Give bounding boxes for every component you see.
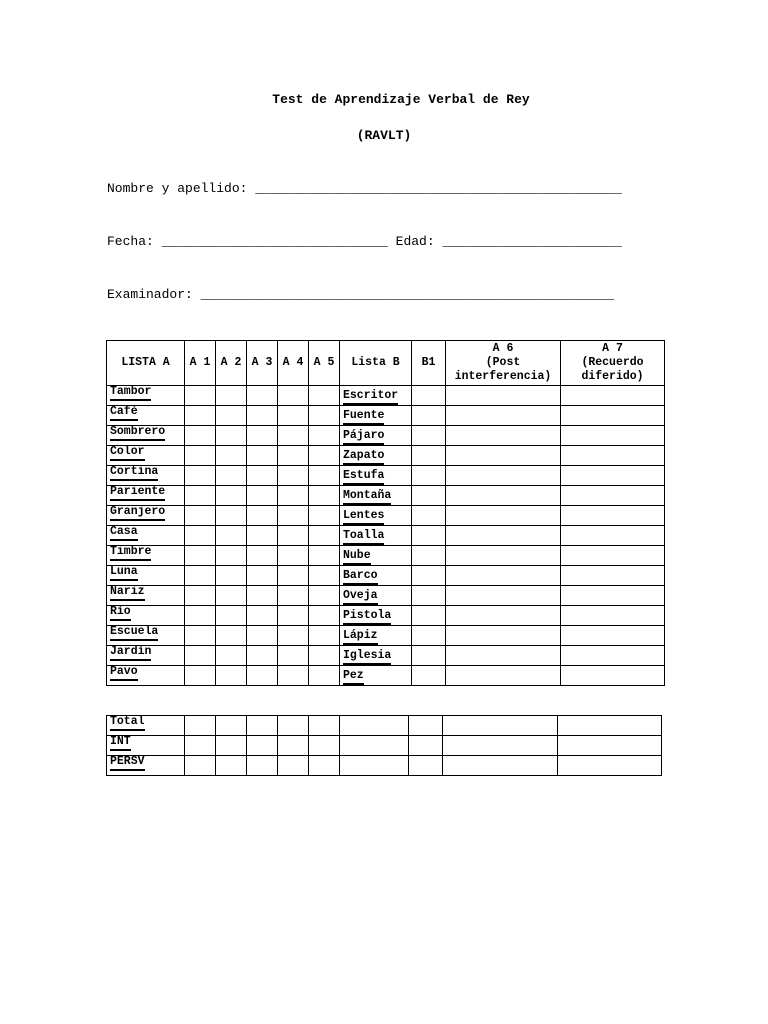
trial-a7-cell[interactable] <box>561 506 665 526</box>
trial-a6-cell[interactable] <box>446 626 561 646</box>
trial-a3-cell[interactable] <box>247 666 278 686</box>
table-row <box>107 526 665 546</box>
lista-b-word-text: Nube <box>343 550 371 565</box>
lista-a-word <box>107 386 185 406</box>
totals-label-text: INT <box>110 736 131 751</box>
trial-a6-cell[interactable] <box>446 466 561 486</box>
trial-a6-cell[interactable] <box>446 426 561 446</box>
trial-a3-cell[interactable] <box>247 466 278 486</box>
totals-label-text: Total <box>110 716 145 731</box>
totals-label <box>107 716 185 736</box>
trial-b1-cell[interactable] <box>412 606 446 626</box>
trial-a4-cell[interactable] <box>278 426 309 446</box>
totals-cell[interactable] <box>443 736 558 756</box>
trial-a1-cell[interactable] <box>185 506 216 526</box>
lista-b-word-text: Lentes <box>343 510 384 525</box>
trial-a2-cell[interactable] <box>216 626 247 646</box>
totals-label <box>107 736 185 756</box>
trial-a5-cell[interactable] <box>309 486 340 506</box>
header-a3: A 3 <box>247 341 278 386</box>
header-a7-line1: A 7 <box>602 342 623 355</box>
lista-a-word-text: Casa <box>110 526 138 541</box>
trial-a3-cell[interactable] <box>247 646 278 666</box>
trial-a7-cell[interactable] <box>561 386 665 406</box>
lista-a-word <box>107 606 185 626</box>
trial-a3-cell[interactable] <box>247 426 278 446</box>
trial-a7-cell[interactable] <box>561 426 665 446</box>
header-lista-a: LISTA A <box>107 341 185 386</box>
trial-a3-cell[interactable] <box>247 626 278 646</box>
lista-b-word-text: Lápiz <box>343 630 378 645</box>
header-a7 <box>561 341 665 386</box>
trial-a1-cell[interactable] <box>185 406 216 426</box>
table-row <box>107 406 665 426</box>
trial-a7-cell[interactable] <box>561 526 665 546</box>
lista-a-word-text: Timbre <box>110 546 151 561</box>
lista-b-word <box>340 666 412 686</box>
trial-a6-cell[interactable] <box>446 526 561 546</box>
table-row <box>107 426 665 446</box>
trial-b1-cell[interactable] <box>412 446 446 466</box>
totals-cell[interactable] <box>558 736 662 756</box>
totals-label-text: PERSV <box>110 756 145 771</box>
trial-a3-cell[interactable] <box>247 586 278 606</box>
trial-a5-cell[interactable] <box>309 626 340 646</box>
trial-a2-cell[interactable] <box>216 566 247 586</box>
lista-a-word-text: Café <box>110 406 138 421</box>
lista-a-word <box>107 666 185 686</box>
table-row <box>107 666 665 686</box>
trial-a3-cell[interactable] <box>247 606 278 626</box>
totals-cell[interactable] <box>309 716 340 736</box>
table-row <box>107 446 665 466</box>
lista-a-word-text: Color <box>110 446 145 461</box>
totals-cell[interactable] <box>558 756 662 776</box>
trial-b1-cell[interactable] <box>412 646 446 666</box>
trial-a5-cell[interactable] <box>309 466 340 486</box>
trial-a7-cell[interactable] <box>561 406 665 426</box>
lista-a-word <box>107 586 185 606</box>
trial-a4-cell[interactable] <box>278 526 309 546</box>
trial-a4-cell[interactable] <box>278 506 309 526</box>
trial-a1-cell[interactable] <box>185 446 216 466</box>
trial-a2-cell[interactable] <box>216 426 247 446</box>
lista-b-word-text: Pistola <box>343 610 391 625</box>
fecha-edad-field[interactable]: Fecha: _____________________________ Edad: _______________________ <box>107 234 622 249</box>
lista-b-word-text: Pájaro <box>343 430 384 445</box>
lista-b-word-text: Estufa <box>343 470 384 485</box>
table-row <box>107 486 665 506</box>
trial-a1-cell[interactable] <box>185 666 216 686</box>
trial-a5-cell[interactable] <box>309 386 340 406</box>
trial-a3-cell[interactable] <box>247 526 278 546</box>
trial-a4-cell[interactable] <box>278 546 309 566</box>
lista-b-word <box>340 626 412 646</box>
lista-b-word <box>340 446 412 466</box>
header-a7-line3: diferido) <box>581 370 644 383</box>
totals-cell[interactable] <box>309 756 340 776</box>
trial-a5-cell[interactable] <box>309 566 340 586</box>
lista-a-word <box>107 526 185 546</box>
totals-cell[interactable] <box>340 716 409 736</box>
lista-a-word-text: Nariz <box>110 586 145 601</box>
table-row <box>107 386 665 406</box>
totals-cell[interactable] <box>443 716 558 736</box>
lista-b-word-text: Barco <box>343 570 378 585</box>
totals-cell[interactable] <box>247 716 278 736</box>
lista-b-word-text: Fuente <box>343 410 384 425</box>
trial-a2-cell[interactable] <box>216 386 247 406</box>
lista-a-word <box>107 626 185 646</box>
totals-cell[interactable] <box>278 736 309 756</box>
lista-b-word-text: Zapato <box>343 450 384 465</box>
lista-a-word-text: Escuela <box>110 626 158 641</box>
trial-a5-cell[interactable] <box>309 606 340 626</box>
trial-a1-cell[interactable] <box>185 566 216 586</box>
trial-b1-cell[interactable] <box>412 666 446 686</box>
lista-b-word <box>340 506 412 526</box>
lista-a-word-text: Tambor <box>110 386 151 401</box>
lista-b-word <box>340 646 412 666</box>
lista-a-word <box>107 546 185 566</box>
totals-cell[interactable] <box>278 716 309 736</box>
trial-a2-cell[interactable] <box>216 446 247 466</box>
totals-label <box>107 756 185 776</box>
totals-cell[interactable] <box>443 756 558 776</box>
lista-a-word-text: Pariente <box>110 486 165 501</box>
trial-a1-cell[interactable] <box>185 466 216 486</box>
trial-a6-cell[interactable] <box>446 646 561 666</box>
lista-a-word <box>107 466 185 486</box>
trial-a5-cell[interactable] <box>309 586 340 606</box>
lista-b-word <box>340 486 412 506</box>
trial-a5-cell[interactable] <box>309 666 340 686</box>
trial-a4-cell[interactable] <box>278 586 309 606</box>
trial-a1-cell[interactable] <box>185 546 216 566</box>
trial-a1-cell[interactable] <box>185 606 216 626</box>
table-row <box>107 466 665 486</box>
table-row <box>107 566 665 586</box>
lista-a-word <box>107 486 185 506</box>
trial-a7-cell[interactable] <box>561 606 665 626</box>
trial-a2-cell[interactable] <box>216 506 247 526</box>
trial-a7-cell[interactable] <box>561 546 665 566</box>
lista-b-word <box>340 406 412 426</box>
trial-a2-cell[interactable] <box>216 606 247 626</box>
header-b1: B1 <box>412 341 446 386</box>
totals-cell[interactable] <box>409 756 443 776</box>
header-a6-line2: (Post <box>485 356 521 369</box>
lista-b-word <box>340 426 412 446</box>
trial-b1-cell[interactable] <box>412 626 446 646</box>
lista-b-word-text: Montaña <box>343 490 391 505</box>
totals-cell[interactable] <box>340 756 409 776</box>
trial-a2-cell[interactable] <box>216 546 247 566</box>
trial-a1-cell[interactable] <box>185 626 216 646</box>
trial-a3-cell[interactable] <box>247 546 278 566</box>
totals-cell[interactable] <box>216 756 247 776</box>
lista-a-word-text: Sombrero <box>110 426 165 441</box>
totals-row <box>107 736 662 756</box>
trial-a3-cell[interactable] <box>247 506 278 526</box>
lista-a-word-text: Cortina <box>110 466 158 481</box>
lista-b-word <box>340 586 412 606</box>
lista-a-word-text: Jardín <box>110 646 151 661</box>
trial-a2-cell[interactable] <box>216 586 247 606</box>
table-row <box>107 546 665 566</box>
trial-a1-cell[interactable] <box>185 486 216 506</box>
trial-a4-cell[interactable] <box>278 466 309 486</box>
trial-a7-cell[interactable] <box>561 666 665 686</box>
totals-cell[interactable] <box>309 736 340 756</box>
trial-a2-cell[interactable] <box>216 486 247 506</box>
lista-a-word <box>107 426 185 446</box>
trial-a4-cell[interactable] <box>278 386 309 406</box>
document-subtitle: (RAVLT) <box>356 128 412 143</box>
trial-a2-cell[interactable] <box>216 666 247 686</box>
trial-a6-cell[interactable] <box>446 386 561 406</box>
trial-a4-cell[interactable] <box>278 406 309 426</box>
trial-a6-cell[interactable] <box>446 566 561 586</box>
totals-cell[interactable] <box>558 716 662 736</box>
trial-a2-cell[interactable] <box>216 466 247 486</box>
totals-cell[interactable] <box>409 736 443 756</box>
trial-a6-cell[interactable] <box>446 446 561 466</box>
trial-a1-cell[interactable] <box>185 526 216 546</box>
header-lista-b: Lista B <box>340 341 412 386</box>
totals-cell[interactable] <box>340 736 409 756</box>
lista-a-word-text: Pavo <box>110 666 138 681</box>
header-a4: A 4 <box>278 341 309 386</box>
trial-b1-cell[interactable] <box>412 526 446 546</box>
trial-a7-cell[interactable] <box>561 626 665 646</box>
trial-a4-cell[interactable] <box>278 626 309 646</box>
lista-b-word-text: Pez <box>343 670 364 685</box>
trial-a3-cell[interactable] <box>247 566 278 586</box>
trial-b1-cell[interactable] <box>412 546 446 566</box>
trial-b1-cell[interactable] <box>412 566 446 586</box>
header-a7-line2: (Recuerdo <box>581 356 644 369</box>
trial-a1-cell[interactable] <box>185 586 216 606</box>
lista-a-word-text: Granjero <box>110 506 165 521</box>
lista-b-word <box>340 566 412 586</box>
trial-a6-cell[interactable] <box>446 586 561 606</box>
totals-row <box>107 716 662 736</box>
trial-b1-cell[interactable] <box>412 406 446 426</box>
totals-cell[interactable] <box>185 736 216 756</box>
trial-a2-cell[interactable] <box>216 646 247 666</box>
lista-b-word <box>340 546 412 566</box>
totals-cell[interactable] <box>247 736 278 756</box>
lista-b-word <box>340 466 412 486</box>
trial-a1-cell[interactable] <box>185 386 216 406</box>
table-row <box>107 506 665 526</box>
nombre-field[interactable]: Nombre y apellido: _______________________________________________ <box>107 181 622 196</box>
trial-b1-cell[interactable] <box>412 426 446 446</box>
trial-a5-cell[interactable] <box>309 446 340 466</box>
trial-a1-cell[interactable] <box>185 646 216 666</box>
trial-a7-cell[interactable] <box>561 566 665 586</box>
header-a6-line1: A 6 <box>492 342 514 355</box>
lista-a-word <box>107 566 185 586</box>
trial-a2-cell[interactable] <box>216 406 247 426</box>
lista-b-word <box>340 386 412 406</box>
trial-a3-cell[interactable] <box>247 446 278 466</box>
lista-b-word-text: Iglesia <box>343 650 391 665</box>
totals-cell[interactable] <box>278 756 309 776</box>
lista-a-word <box>107 646 185 666</box>
header-a2: A 2 <box>216 341 247 386</box>
trial-a6-cell[interactable] <box>446 486 561 506</box>
trial-a7-cell[interactable] <box>561 646 665 666</box>
totals-table <box>106 715 662 776</box>
header-a5: A 5 <box>309 341 340 386</box>
trial-a5-cell[interactable] <box>309 526 340 546</box>
trial-b1-cell[interactable] <box>412 486 446 506</box>
trial-a3-cell[interactable] <box>247 386 278 406</box>
table-row <box>107 606 665 626</box>
lista-b-word <box>340 526 412 546</box>
totals-row <box>107 756 662 776</box>
totals-cell[interactable] <box>247 756 278 776</box>
trial-b1-cell[interactable] <box>412 386 446 406</box>
lista-a-word-text: Luna <box>110 566 138 581</box>
table-header-row <box>107 341 665 386</box>
examinador-field[interactable]: Examinador: _____________________________________________________ <box>107 287 615 302</box>
document-title: Test de Aprendizaje Verbal de Rey <box>272 92 530 107</box>
trial-a3-cell[interactable] <box>247 406 278 426</box>
lista-a-word <box>107 406 185 426</box>
lista-a-word-text: Río <box>110 606 131 621</box>
table-row <box>107 626 665 646</box>
trial-a3-cell[interactable] <box>247 486 278 506</box>
header-a6-line3: interferencia) <box>454 370 552 383</box>
trial-b1-cell[interactable] <box>412 586 446 606</box>
header-a1: A 1 <box>185 341 216 386</box>
totals-cell[interactable] <box>409 716 443 736</box>
trial-a7-cell[interactable] <box>561 586 665 606</box>
lista-b-word-text: Escritor <box>343 390 398 405</box>
trial-a6-cell[interactable] <box>446 506 561 526</box>
table-row <box>107 586 665 606</box>
lista-b-word-text: Toalla <box>343 530 384 545</box>
trial-a6-cell[interactable] <box>446 546 561 566</box>
trial-a4-cell[interactable] <box>278 646 309 666</box>
trial-a5-cell[interactable] <box>309 546 340 566</box>
trial-a7-cell[interactable] <box>561 446 665 466</box>
trial-a5-cell[interactable] <box>309 406 340 426</box>
trial-a5-cell[interactable] <box>309 506 340 526</box>
trial-b1-cell[interactable] <box>412 506 446 526</box>
trial-a6-cell[interactable] <box>446 666 561 686</box>
trial-a5-cell[interactable] <box>309 426 340 446</box>
lista-a-word <box>107 506 185 526</box>
trial-a6-cell[interactable] <box>446 406 561 426</box>
trial-b1-cell[interactable] <box>412 466 446 486</box>
trial-a4-cell[interactable] <box>278 486 309 506</box>
lista-a-word <box>107 446 185 466</box>
totals-cell[interactable] <box>216 736 247 756</box>
trial-a6-cell[interactable] <box>446 606 561 626</box>
trial-a7-cell[interactable] <box>561 466 665 486</box>
ravlt-table <box>106 340 665 686</box>
trial-a1-cell[interactable] <box>185 426 216 446</box>
trial-a4-cell[interactable] <box>278 606 309 626</box>
trial-a7-cell[interactable] <box>561 486 665 506</box>
trial-a4-cell[interactable] <box>278 666 309 686</box>
table-row <box>107 646 665 666</box>
trial-a5-cell[interactable] <box>309 646 340 666</box>
trial-a4-cell[interactable] <box>278 446 309 466</box>
totals-cell[interactable] <box>185 756 216 776</box>
lista-b-word-text: Oveja <box>343 590 378 605</box>
trial-a4-cell[interactable] <box>278 566 309 586</box>
header-a6 <box>446 341 561 386</box>
totals-cell[interactable] <box>185 716 216 736</box>
trial-a2-cell[interactable] <box>216 526 247 546</box>
totals-cell[interactable] <box>216 716 247 736</box>
lista-b-word <box>340 606 412 626</box>
